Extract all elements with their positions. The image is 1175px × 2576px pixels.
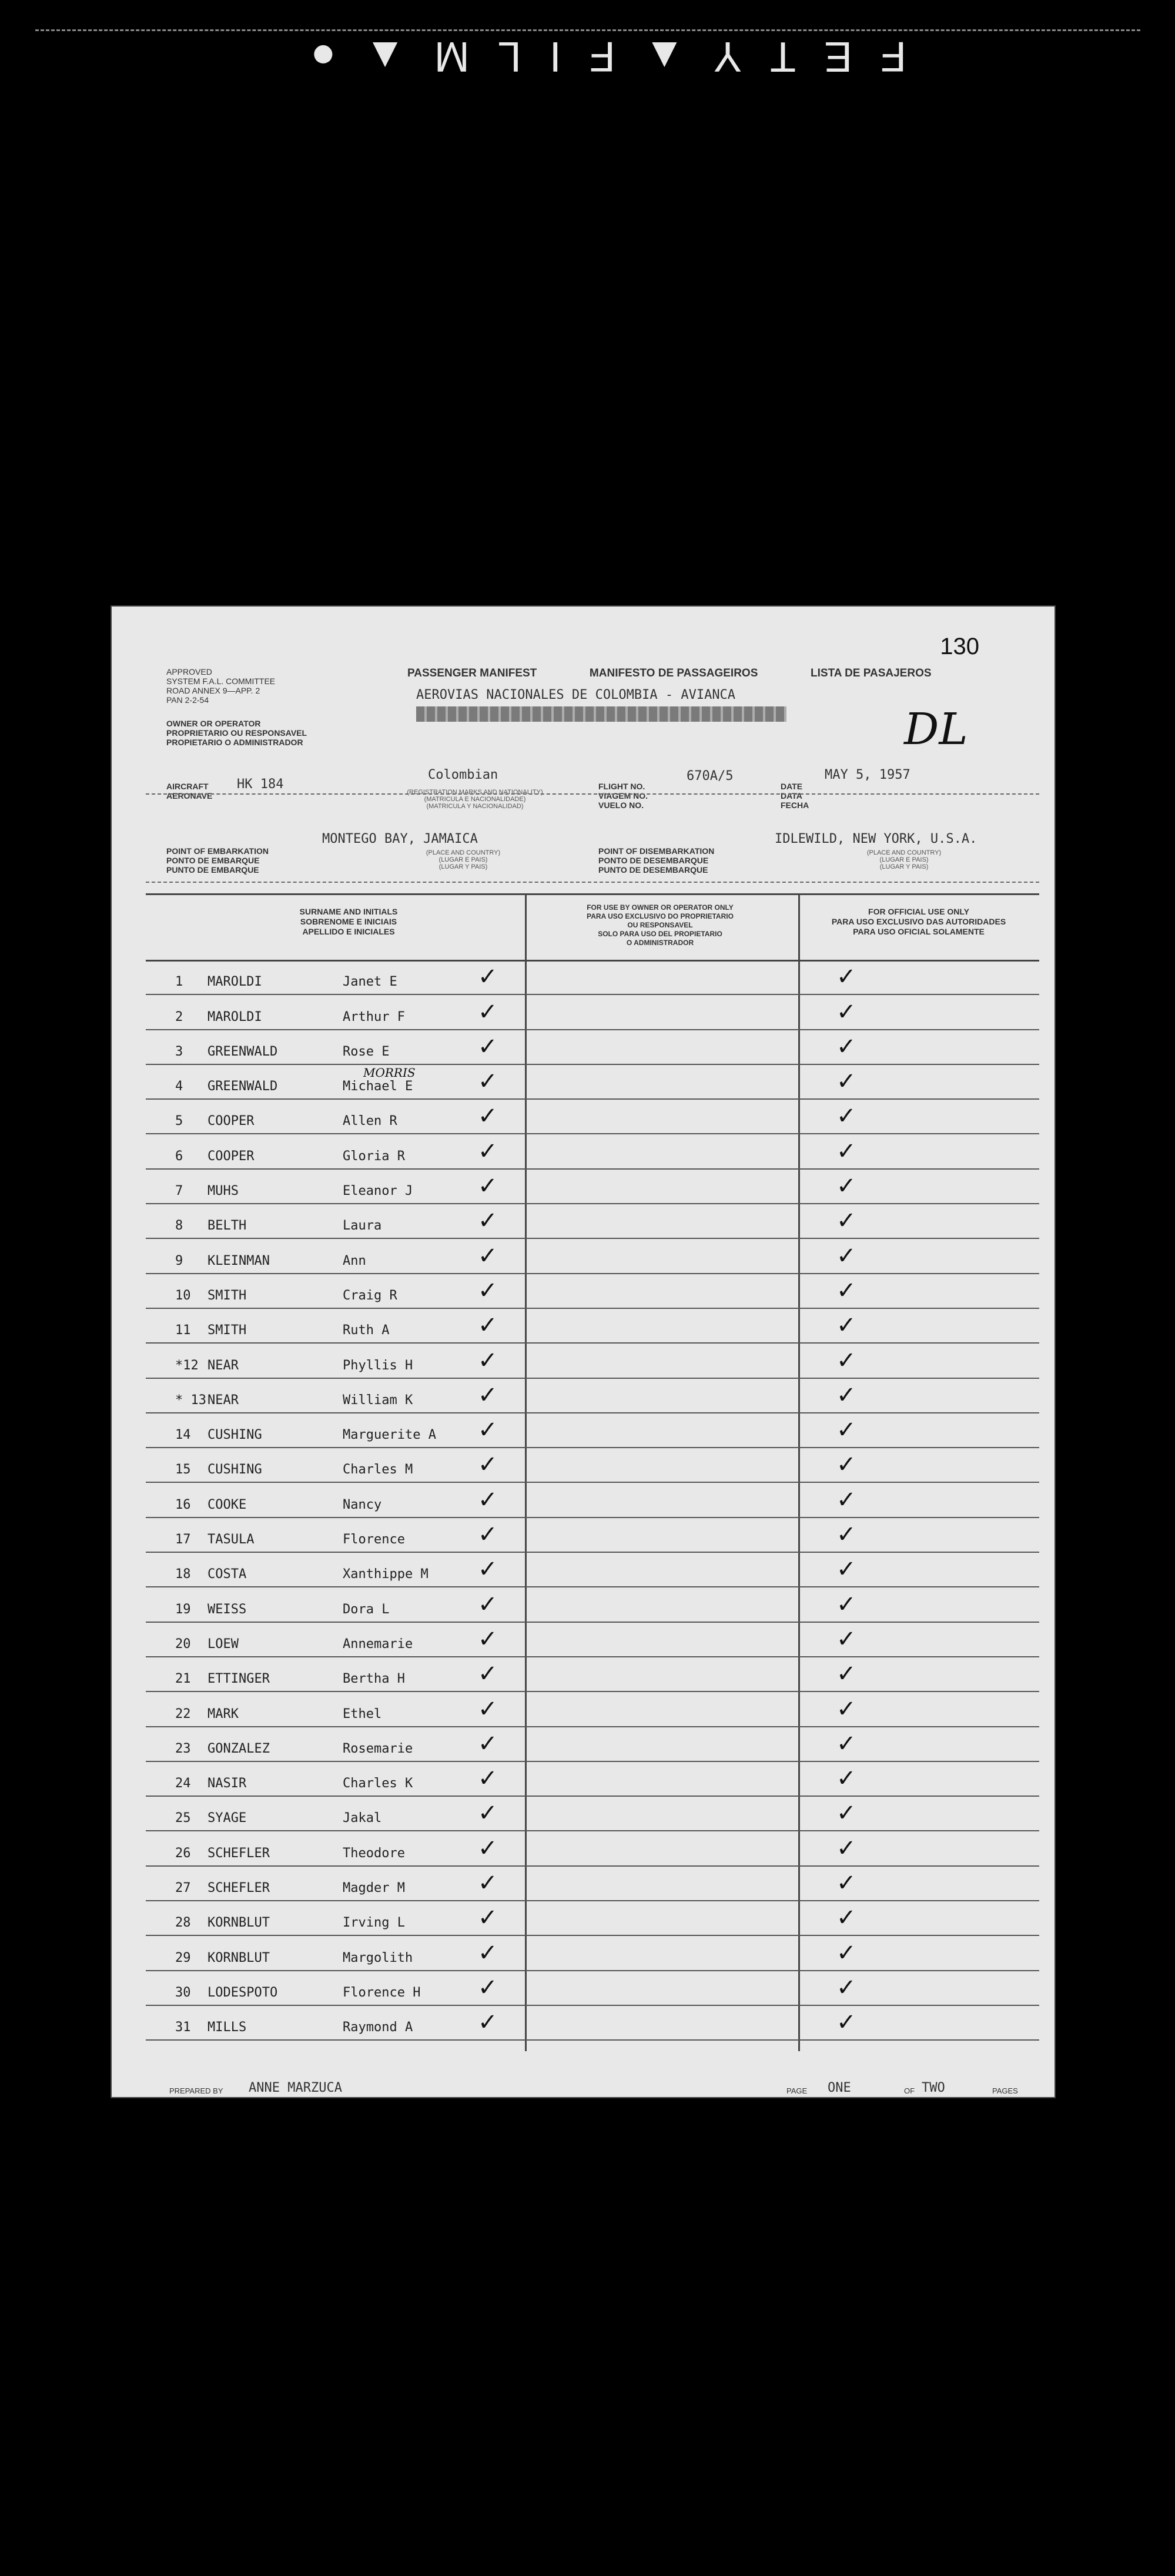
owner-labels: OWNER OR OPERATOR PROPRIETARIO OU RESPONSAVEL PROPIETARIO O ADMINISTRADOR [166, 719, 307, 747]
operator-check-mark: ✓ [478, 1765, 498, 1793]
row-number: 8 [175, 1218, 183, 1234]
table-row [146, 1900, 1039, 1936]
passenger-given-name: Gloria R [343, 1148, 405, 1164]
row-number: 22 [175, 1706, 191, 1721]
operator-check-mark: ✓ [478, 2009, 498, 2036]
official-check-mark: ✓ [836, 1068, 856, 1096]
row-number: 18 [175, 1567, 191, 1582]
table-row [146, 1378, 1039, 1413]
row-number: 15 [175, 1462, 191, 1478]
passenger-surname: MAROLDI [207, 974, 262, 990]
table-row [146, 1656, 1039, 1692]
passenger-given-name: Ruth A [343, 1323, 390, 1338]
embark-label: POINT OF EMBARKATION PONTO DE EMBARQUE PUNTO DE EMBARQUE [166, 846, 269, 875]
prepared-label: PREPARED BY [169, 2086, 223, 2095]
form-titles [407, 667, 995, 680]
operator-check-mark: ✓ [478, 1800, 498, 1827]
passenger-given-name: Xanthippe M [343, 1567, 429, 1582]
official-check-mark: ✓ [836, 1312, 856, 1339]
row-number: 29 [175, 1950, 191, 1965]
operator-check-mark: ✓ [478, 1521, 498, 1549]
passenger-given-name: Laura [343, 1218, 382, 1234]
passenger-surname: SMITH [207, 1288, 247, 1303]
row-number: 10 [175, 1288, 191, 1303]
passenger-given-name: Phyllis H [343, 1358, 413, 1373]
row-number: 1 [175, 974, 183, 990]
row-number: * 13 [175, 1392, 206, 1408]
passenger-given-name: Craig R [343, 1288, 397, 1303]
passenger-surname: NEAR [207, 1358, 239, 1373]
passenger-given-name: Florence H [343, 1985, 421, 2000]
divider [146, 882, 1039, 883]
row-number: 21 [175, 1671, 191, 1687]
disembark-place-sublabel: (PLACE AND COUNTRY) (LUGAR E PAIS) (LUGAR Y PAIS) [866, 849, 942, 870]
passenger-surname: SMITH [207, 1323, 247, 1338]
row-number: 20 [175, 1636, 191, 1652]
table-row [146, 1796, 1039, 1831]
official-check-mark: ✓ [836, 1103, 856, 1130]
passenger-given-name: Nancy [343, 1497, 382, 1512]
date-value: MAY 5, 1957 [825, 768, 910, 782]
table-row [146, 1726, 1039, 1762]
operator-check-mark: ✓ [478, 1974, 498, 2001]
passenger-surname: KLEINMAN [207, 1253, 270, 1268]
operator-check-mark: ✓ [478, 963, 498, 991]
passenger-surname: NASIR [207, 1776, 247, 1791]
passenger-surname: COOPER [207, 1114, 255, 1129]
passenger-surname: SYAGE [207, 1811, 247, 1826]
row-number: 19 [175, 1602, 191, 1617]
passenger-surname: GREENWALD [207, 1079, 278, 1094]
operator-check-mark: ✓ [478, 1660, 498, 1688]
row-number: 31 [175, 2020, 191, 2035]
row-number: 4 [175, 1079, 183, 1094]
table-row [146, 1622, 1039, 1657]
operator-check-mark: ✓ [478, 1207, 498, 1235]
header-official-use: FOR OFFICIAL USE ONLY PARA USO EXCLUSIVO DAS AUTORIDADES PARA USO OFICIAL SOLAMENTE [831, 907, 1006, 936]
table-row [146, 1168, 1039, 1204]
disembark-value: IDLEWILD, NEW YORK, U.S.A. [775, 832, 978, 846]
passenger-surname: CUSHING [207, 1428, 262, 1443]
passenger-surname: LOEW [207, 1636, 239, 1652]
disembark-label: POINT OF DISEMBARKATION PONTO DE DESEMBARQUE PUNTO DE DESEMBARQUE [598, 846, 715, 875]
operator-check-mark: ✓ [478, 1695, 498, 1723]
passenger-surname: BELTH [207, 1218, 247, 1234]
table-row [146, 1970, 1039, 2006]
table-row [146, 1238, 1039, 1274]
passenger-surname: COOKE [207, 1497, 247, 1512]
prepared-value: ANNE MARZUCA [249, 2081, 342, 2095]
official-check-mark: ✓ [836, 963, 856, 991]
operator-check-mark: ✓ [478, 1033, 498, 1060]
passenger-given-name: Raymond A [343, 2020, 413, 2035]
registration-sublabel: (REGISTRATION MARKS AND NATIONALITY) (MATRICULA E NACIONALIDADE) (MATRICULA Y NACIONALIDAD) [407, 789, 543, 810]
passenger-surname: MAROLDI [207, 1009, 262, 1024]
passenger-given-name: Ethel [343, 1706, 382, 1721]
operator-check-mark: ✓ [478, 1103, 498, 1130]
passenger-surname: GREENWALD [207, 1044, 278, 1059]
passenger-given-name: Eleanor J [343, 1184, 413, 1199]
passenger-given-name: Magder M [343, 1881, 405, 1896]
table-header [146, 893, 1039, 962]
official-check-mark: ✓ [836, 1381, 856, 1409]
passenger-surname: WEISS [207, 1602, 247, 1617]
row-number: 23 [175, 1741, 191, 1756]
passenger-surname: TASULA [207, 1532, 255, 1547]
official-check-mark: ✓ [836, 1660, 856, 1688]
table-row [146, 1552, 1039, 1587]
of-value: TWO [922, 2081, 945, 2095]
passenger-given-name: Marguerite A [343, 1428, 436, 1443]
official-check-mark: ✓ [836, 1486, 856, 1513]
row-number: 7 [175, 1184, 183, 1199]
operator-check-mark: ✓ [478, 1590, 498, 1618]
passenger-given-name: Margolith [343, 1950, 413, 1965]
official-check-mark: ✓ [836, 1800, 856, 1827]
row-number: *12 [175, 1358, 199, 1373]
official-check-mark: ✓ [836, 1730, 856, 1757]
title-pt: MANIFESTO DE PASSAGEIROS [589, 667, 758, 679]
row-number: 30 [175, 1985, 191, 2000]
passenger-given-name: Florence [343, 1532, 405, 1547]
table-row [146, 1134, 1039, 1170]
row-number: 14 [175, 1428, 191, 1443]
row-number: 9 [175, 1253, 183, 1268]
passenger-given-name: Bertha H [343, 1671, 405, 1687]
operator-check-mark: ✓ [478, 1939, 498, 1967]
passenger-given-name: Janet E [343, 974, 397, 990]
table-row [146, 1935, 1039, 1971]
of-label: OF [904, 2086, 915, 2095]
table-row [146, 1098, 1039, 1134]
passenger-table [146, 893, 1039, 2051]
passenger-given-name: Annemarie [343, 1636, 413, 1652]
operator-check-mark: ✓ [478, 1625, 498, 1653]
passenger-given-name: Arthur F [343, 1009, 405, 1024]
passenger-surname: NEAR [207, 1392, 239, 1408]
passenger-surname: KORNBLUT [207, 1915, 270, 1931]
official-check-mark: ✓ [836, 1173, 856, 1200]
operator-check-mark: ✓ [478, 1904, 498, 1932]
operator-check-mark: ✓ [478, 1381, 498, 1409]
row-number: 3 [175, 1044, 183, 1059]
row-number: 26 [175, 1845, 191, 1861]
passenger-given-name: Charles K [343, 1776, 413, 1791]
passenger-surname: SCHEFLER [207, 1881, 270, 1896]
operator-check-mark: ✓ [478, 1277, 498, 1304]
table-row [146, 1517, 1039, 1553]
table-row [146, 1586, 1039, 1622]
official-check-mark: ✓ [836, 1033, 856, 1060]
title-en: PASSENGER MANIFEST [407, 667, 537, 679]
operator-check-mark: ✓ [478, 1068, 498, 1096]
manifest-sheet [111, 605, 1056, 2098]
row-number: 17 [175, 1532, 191, 1547]
approval-block: APPROVED SYSTEM F.A.L. COMMITTEE ROAD ANNEX 9—APP. 2 PAN 2-2-54 [166, 667, 276, 705]
passenger-surname: CUSHING [207, 1462, 262, 1478]
operator-check-mark: ✓ [478, 1137, 498, 1165]
title-es: LISTA DE PASAJEROS [811, 667, 932, 679]
official-check-mark: ✓ [836, 1242, 856, 1269]
official-check-mark: ✓ [836, 1904, 856, 1932]
airline-name: AEROVIAS NACIONALES DE COLOMBIA - AVIANCA [416, 688, 736, 702]
row-number: 16 [175, 1497, 191, 1512]
table-row [146, 1412, 1039, 1448]
passenger-surname: LODESPOTO [207, 1985, 278, 2000]
table-row [146, 1273, 1039, 1309]
row-number: 11 [175, 1323, 191, 1338]
operator-check-mark: ✓ [478, 998, 498, 1026]
official-check-mark: ✓ [836, 1451, 856, 1479]
operator-check-mark: ✓ [478, 1870, 498, 1897]
row-number: 27 [175, 1881, 191, 1896]
official-check-mark: ✓ [836, 1556, 856, 1583]
passenger-given-name: Rose E [343, 1044, 390, 1059]
registration-value: Colombian [428, 768, 498, 782]
embark-place-sublabel: (PLACE AND COUNTRY) (LUGAR E PAIS) (LUGAR Y PAIS) [426, 849, 501, 870]
row-number: 6 [175, 1148, 183, 1164]
official-check-mark: ✓ [836, 998, 856, 1026]
passenger-given-name: Rosemarie [343, 1741, 413, 1756]
flight-label: FLIGHT NO. VIAGEM NO. VUELO NO. [598, 782, 648, 810]
official-check-mark: ✓ [836, 1137, 856, 1165]
official-check-mark: ✓ [836, 1834, 856, 1862]
official-check-mark: ✓ [836, 1625, 856, 1653]
header-surname: SURNAME AND INITIALS SOBRENOME E INICIAIS APELLIDO E INICIALES [299, 907, 398, 936]
passenger-surname: GONZALEZ [207, 1741, 270, 1756]
passenger-surname: ETTINGER [207, 1671, 270, 1687]
table-row [146, 1447, 1039, 1483]
official-check-mark: ✓ [836, 1695, 856, 1723]
passenger-surname: COSTA [207, 1567, 247, 1582]
operator-check-mark: ✓ [478, 1416, 498, 1444]
film-label: FETY▲FILM▲● [282, 33, 907, 80]
table-row [146, 1761, 1039, 1797]
official-check-mark: ✓ [836, 1277, 856, 1304]
passenger-surname: MILLS [207, 2020, 247, 2035]
passenger-surname: COOPER [207, 1148, 255, 1164]
handwritten-correction: MORRIS [363, 1066, 416, 1080]
table-row [146, 1342, 1039, 1378]
passenger-surname: KORNBLUT [207, 1950, 270, 1965]
page-label: PAGE [786, 2086, 808, 2095]
date-label: DATE DATA FECHA [781, 782, 809, 810]
official-check-mark: ✓ [836, 1765, 856, 1793]
row-number: 2 [175, 1009, 183, 1024]
official-check-mark: ✓ [836, 1870, 856, 1897]
passenger-given-name: Michael E [343, 1079, 413, 1094]
official-check-mark: ✓ [836, 1939, 856, 1967]
table-row [146, 1308, 1039, 1344]
operator-check-mark: ✓ [478, 1173, 498, 1200]
table-row [146, 1029, 1039, 1065]
operator-check-mark: ✓ [478, 1312, 498, 1339]
table-row [146, 1691, 1039, 1727]
embark-value: MONTEGO BAY, JAMAICA [322, 832, 478, 846]
header-operator-use: FOR USE BY OWNER OR OPERATOR ONLY PARA USO EXCLUSIVO DO PROPRIETARIO OU RESPONSAVEL SOLO PARA USO DEL PROPIETARIO O ADMINISTRADOR [587, 903, 734, 947]
table-row [146, 1865, 1039, 1901]
table-row [146, 994, 1039, 1030]
operator-check-mark: ✓ [478, 1556, 498, 1583]
table-row [146, 959, 1039, 995]
operator-check-mark: ✓ [478, 1486, 498, 1513]
row-number: 24 [175, 1776, 191, 1791]
passenger-given-name: Allen R [343, 1114, 397, 1129]
table-row [146, 1064, 1039, 1100]
operator-check-mark: ✓ [478, 1834, 498, 1862]
passenger-given-name: Ann [343, 1253, 366, 1268]
aircraft-value: HK 184 [237, 777, 284, 792]
table-row [146, 1203, 1039, 1239]
passenger-surname: MARK [207, 1706, 239, 1721]
row-number: 25 [175, 1811, 191, 1826]
official-check-mark: ✓ [836, 1521, 856, 1549]
passenger-given-name: William K [343, 1392, 413, 1408]
official-check-mark: ✓ [836, 1590, 856, 1618]
operator-check-mark: ✓ [478, 1346, 498, 1374]
passenger-given-name: Theodore [343, 1845, 405, 1861]
footer [146, 2082, 1039, 2098]
page-value: ONE [828, 2081, 851, 2095]
struck-out-text [416, 706, 786, 722]
passenger-surname: MUHS [207, 1184, 239, 1199]
passenger-given-name: Jakal [343, 1811, 382, 1826]
passenger-given-name: Charles M [343, 1462, 413, 1478]
aircraft-label: AIRCRAFT AERONAVE [166, 782, 213, 800]
passenger-given-name: Dora L [343, 1602, 390, 1617]
official-check-mark: ✓ [836, 2009, 856, 2036]
handwritten-initials: DL [904, 704, 968, 755]
row-number: 5 [175, 1114, 183, 1129]
table-row [146, 2005, 1039, 2041]
official-check-mark: ✓ [836, 1974, 856, 2001]
table-row [146, 1482, 1039, 1518]
operator-check-mark: ✓ [478, 1242, 498, 1269]
passenger-given-name: Irving L [343, 1915, 405, 1931]
operator-check-mark: ✓ [478, 1451, 498, 1479]
official-check-mark: ✓ [836, 1416, 856, 1444]
flight-value: 670A/5 [687, 769, 734, 783]
page-number: 130 [940, 634, 979, 659]
passenger-surname: SCHEFLER [207, 1845, 270, 1861]
table-row [146, 1831, 1039, 1867]
film-edge-line [35, 29, 1140, 31]
operator-check-mark: ✓ [478, 1730, 498, 1757]
official-check-mark: ✓ [836, 1207, 856, 1235]
divider [146, 793, 1039, 795]
film-header [0, 24, 1175, 100]
row-number: 28 [175, 1915, 191, 1931]
official-check-mark: ✓ [836, 1346, 856, 1374]
pages-label: PAGES [992, 2086, 1018, 2095]
